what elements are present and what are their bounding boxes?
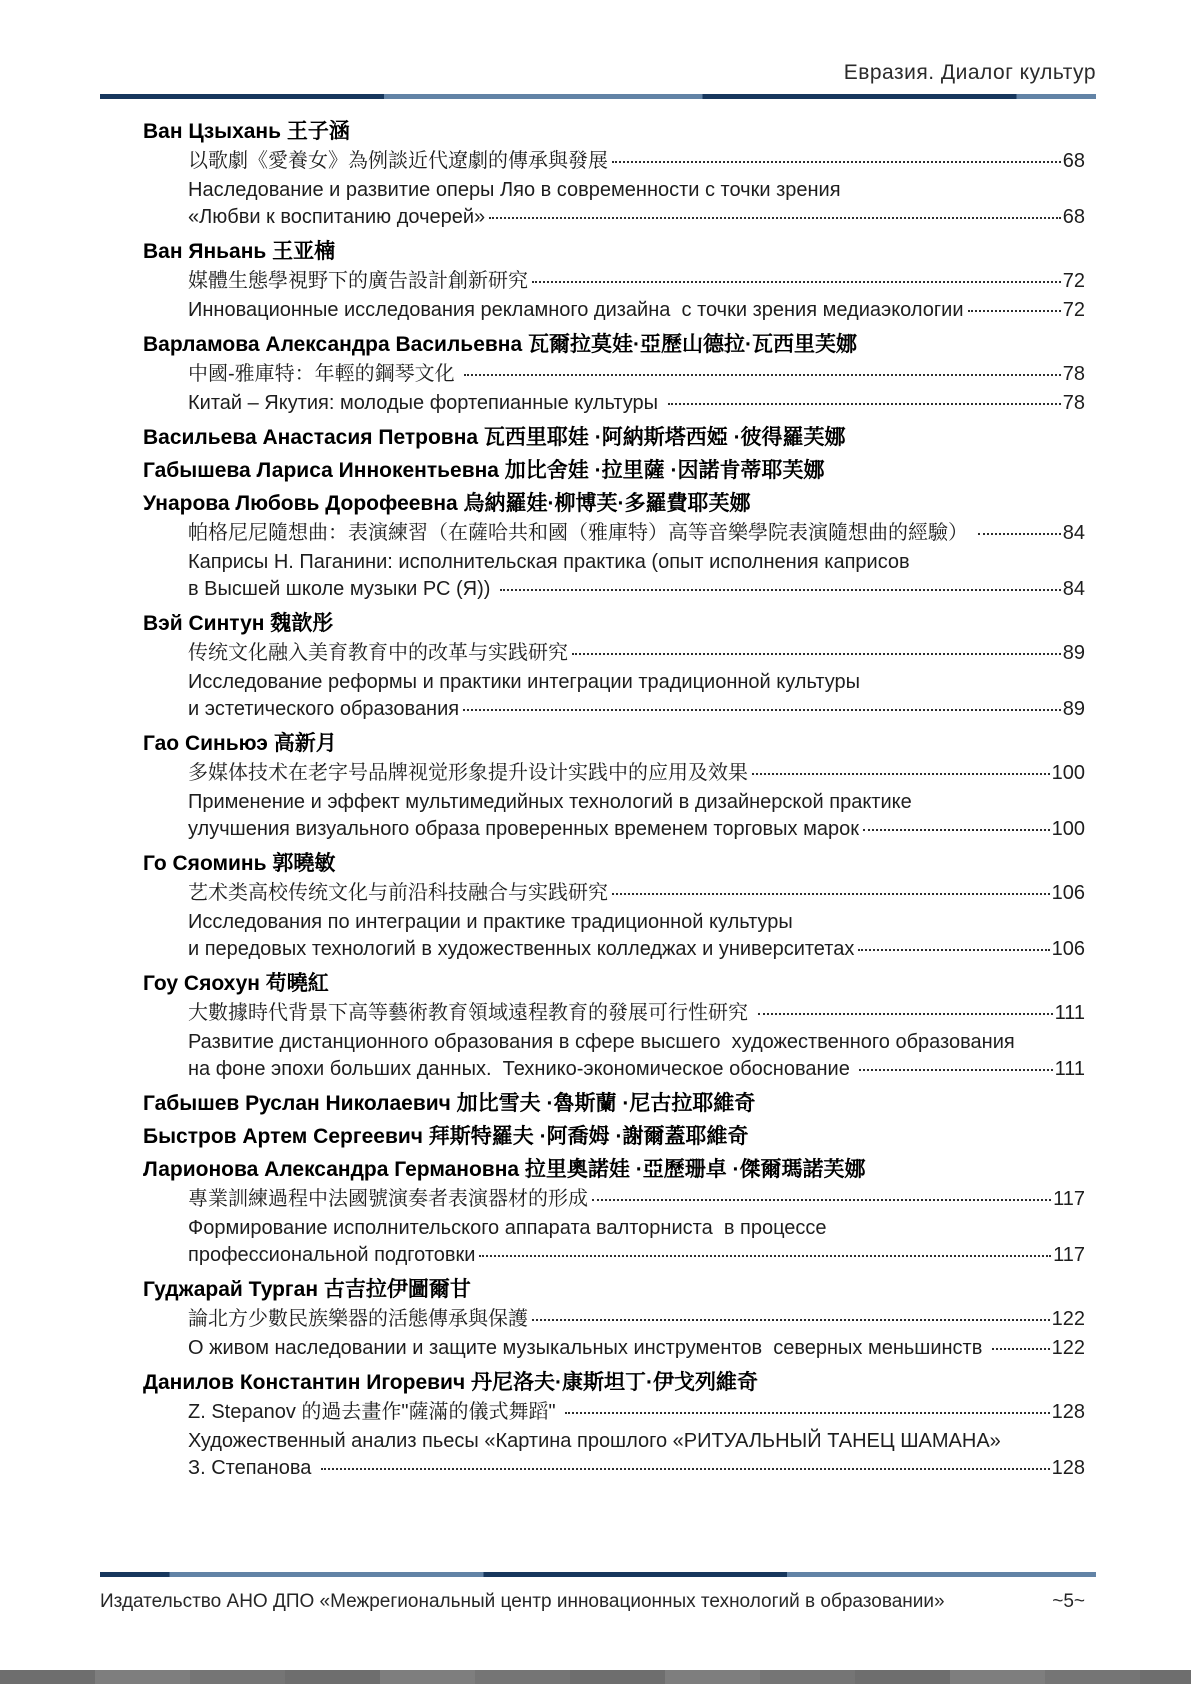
toc-author-heading: Ван Яньань 王亚楠 [143, 240, 336, 263]
toc-work-title-line: и передовых технологий в художественных колледжах и университетах [188, 938, 855, 960]
toc-work-title-line: Применение и эффект мультимедийных технологий в дизайнерской практике [188, 791, 912, 813]
toc-work-row [188, 204, 1085, 231]
toc-work [188, 177, 1085, 231]
toc-author-heading: Варламова Александра Васильевна 瓦爾拉莫娃·亞歷山德拉·瓦西里芙娜 [143, 333, 857, 356]
toc-page-number: 89 [1062, 642, 1085, 664]
toc-work-row [188, 760, 1085, 787]
dotted-leader [992, 1348, 1050, 1350]
toc-author-heading: Гуджарай Турган 古吉拉伊圖爾甘 [143, 1278, 471, 1301]
toc-work-title-line: и эстетического образования [188, 698, 460, 720]
toc-page-number: 89 [1062, 698, 1085, 720]
dotted-leader [863, 829, 1050, 831]
toc-author-heading: Габышев Руслан Николаевич 加比雪夫 ·魯斯蘭 ·尼古拉耶維奇 [143, 1092, 756, 1115]
toc-work-title-line: на фоне эпохи больших данных. Технико-экономическое обоснование [188, 1058, 856, 1080]
toc-page-number: 122 [1051, 1308, 1085, 1330]
toc-work-title-line: 論北方少數民族樂器的活態傳承與保護 [188, 1308, 528, 1330]
toc-work-title-line: «Любви к воспитанию дочерей» [188, 206, 486, 228]
scan-edge-strip [0, 1670, 1191, 1684]
toc-page-number: 128 [1051, 1457, 1085, 1479]
toc-work [188, 297, 1085, 324]
toc-page-number: 117 [1053, 1244, 1085, 1266]
toc-work [188, 1335, 1085, 1362]
toc-work-title-line: 以歌劇《愛養女》為例談近代遼劇的傳承與發展 [188, 150, 608, 172]
toc-work-row [188, 297, 1085, 324]
toc-work-title-line: 艺术类高校传统文化与前沿科技融合与实践研究 [188, 882, 608, 904]
toc-work-title-line: З. Степанова [188, 1457, 317, 1479]
toc-author-heading: Вэй Синтун 魏歆彤 [143, 612, 334, 635]
toc-work-title-line: профессиональной подготовки [188, 1244, 476, 1266]
toc-work-row [188, 1186, 1085, 1213]
dotted-leader [968, 310, 1061, 312]
toc-work-title-line: Художественный анализ пьесы «Картина прошлого «РИТУАЛЬНЫЙ ТАНЕЦ ШАМАНА» [188, 1430, 1001, 1452]
toc-work [188, 909, 1085, 963]
toc-work-row [188, 520, 1085, 547]
footer-row [100, 1591, 1096, 1613]
page-number-marker: ~5~ [1052, 1591, 1085, 1612]
toc-work-row [188, 1455, 1085, 1482]
toc-work-row [188, 1056, 1085, 1083]
toc-page-number: 68 [1062, 206, 1085, 228]
toc-work [188, 1029, 1085, 1083]
toc-page-number: 122 [1051, 1337, 1085, 1359]
toc-page-number: 100 [1051, 818, 1085, 840]
toc-work [188, 760, 1085, 787]
table-of-contents [0, 99, 1191, 1482]
toc-work-row [188, 1335, 1085, 1362]
toc-work-title-line: О живом наследовании и защите музыкальных инструментов северных меньшинств [188, 1337, 988, 1359]
toc-work-title-line: 媒體生態學視野下的廣告設計創新研究 [188, 270, 528, 292]
toc-work-row [188, 1306, 1085, 1333]
toc-work [188, 1215, 1085, 1269]
dotted-leader [858, 949, 1049, 951]
toc-author-heading: Данилов Константин Игоревич 丹尼洛夫·康斯坦丁·伊戈列維奇 [143, 1371, 758, 1394]
toc-page-number: 78 [1062, 363, 1085, 385]
toc-work [188, 148, 1085, 175]
toc-work-title-line: Z. Stepanov 的過去畫作"薩滿的儀式舞蹈" [188, 1401, 562, 1423]
toc-work-title-line: 大數據時代背景下高等藝術教育領域遠程教育的發展可行性研究 [188, 1002, 754, 1024]
toc-work [188, 1000, 1085, 1027]
toc-page-number: 68 [1062, 150, 1085, 172]
dotted-leader [532, 281, 1061, 283]
toc-author-heading: Быстров Артем Сергеевич 拜斯特羅夫 ·阿喬姆 ·謝爾蓋耶維奇 [143, 1125, 749, 1148]
toc-work-row [188, 361, 1085, 388]
toc-author-heading: Васильева Анастасия Петровна 瓦西里耶娃 ·阿納斯塔西婭 ·彼得羅芙娜 [143, 426, 846, 449]
toc-work-title-line: Формирование исполнительского аппарата валторниста в процессе [188, 1217, 827, 1239]
toc-work-title-line: Исследование реформы и практики интеграции традиционной культуры [188, 671, 860, 693]
toc-work-title-line: Исследования по интеграции и практике традиционной культуры [188, 911, 793, 933]
toc-work-row [188, 640, 1085, 667]
running-title: Евразия. Диалог культур [843, 61, 1096, 84]
toc-work [188, 390, 1085, 417]
dotted-leader [532, 1319, 1050, 1321]
toc-work [188, 268, 1085, 295]
toc-author-heading: Унарова Любовь Дорофеевна 烏納羅娃·柳博芙·多羅費耶芙娜 [143, 492, 751, 515]
toc-work-title-line: в Высшей школе музыки РС (Я)) [188, 578, 496, 600]
toc-author-heading: Габышева Лариса Иннокентьевна 加比舍娃 ·拉里薩 ·因諾肯蒂耶芙娜 [143, 459, 825, 482]
toc-work [188, 1306, 1085, 1333]
toc-work [188, 1186, 1085, 1213]
toc-work-row [188, 696, 1085, 723]
toc-page-number: 111 [1054, 1058, 1085, 1080]
toc-author-heading: Гао Синьюэ 高新月 [143, 732, 337, 755]
toc-work [188, 669, 1085, 723]
toc-work-row [188, 1242, 1085, 1269]
dotted-leader [464, 374, 1061, 376]
dotted-leader [572, 653, 1061, 655]
toc-work [188, 1399, 1085, 1426]
toc-work-row [188, 1000, 1085, 1027]
dotted-leader [500, 589, 1061, 591]
toc-work [188, 789, 1085, 843]
toc-work-row [188, 816, 1085, 843]
toc-work [188, 880, 1085, 907]
toc-author-heading: Гоу Сяохун 苟曉紅 [143, 972, 329, 995]
toc-work [188, 361, 1085, 388]
footer-rule [100, 1572, 1096, 1577]
dotted-leader [612, 161, 1061, 163]
toc-page-number: 100 [1051, 762, 1085, 784]
page-footer [100, 1572, 1096, 1613]
toc-page-number: 72 [1062, 270, 1085, 292]
toc-work-title-line: Наследование и развитие оперы Ляо в современности с точки зрения [188, 179, 841, 201]
dotted-leader [463, 709, 1061, 711]
toc-work [188, 520, 1085, 547]
toc-page-number: 128 [1051, 1401, 1085, 1423]
toc-author-heading: Ларионова Александра Германовна 拉里奧諾娃 ·亞歷珊卓 ·傑爾瑪諾芙娜 [143, 1158, 866, 1181]
toc-work [188, 640, 1085, 667]
publisher-imprint: Издательство АНО ДПО «Межрегиональный центр инновационных технологий в образовании» [100, 1591, 945, 1612]
toc-work-title-line: улучшения визуального образа проверенных временем торговых марок [188, 818, 859, 840]
dotted-leader [758, 1013, 1053, 1015]
toc-work-title-line: 中國-雅庫特：年輕的鋼琴文化 [188, 363, 461, 385]
toc-work-title-line: Каприсы Н. Паганини: исполнительская практика (опыт исполнения каприсов [188, 551, 910, 573]
toc-work-row [188, 880, 1085, 907]
toc-page-number: 111 [1054, 1002, 1085, 1024]
toc-work-title-line: Развитие дистанционного образования в сфере высшего художественного образования [188, 1031, 1015, 1053]
toc-work-row [188, 576, 1085, 603]
toc-work-row [188, 390, 1085, 417]
toc-work-title-line: 多媒体技术在老字号品牌视觉形象提升设计实践中的应用及效果 [188, 762, 748, 784]
toc-page-number: 84 [1062, 578, 1085, 600]
page-header [0, 0, 1191, 99]
dotted-leader [592, 1199, 1051, 1201]
toc-page-number: 72 [1062, 299, 1085, 321]
toc-page-number: 106 [1051, 938, 1085, 960]
dotted-leader [859, 1069, 1052, 1071]
toc-work-row [188, 148, 1085, 175]
dotted-leader [978, 533, 1061, 535]
dotted-leader [489, 217, 1061, 219]
toc-page-number: 117 [1053, 1188, 1085, 1210]
dotted-leader [565, 1412, 1049, 1414]
toc-page-number: 78 [1062, 392, 1085, 414]
toc-work-title-line: Инновационные исследования рекламного дизайна с точки зрения медиаэкологии [188, 299, 964, 321]
dotted-leader [668, 403, 1061, 405]
toc-page-number: 106 [1051, 882, 1085, 904]
toc-work-title-line: Китай – Якутия: молодые фортепианные культуры [188, 392, 664, 414]
dotted-leader [612, 893, 1050, 895]
toc-work-row [188, 1399, 1085, 1426]
toc-author-heading: Ван Цзыхань 王子涵 [143, 120, 350, 143]
toc-work-row [188, 936, 1085, 963]
dotted-leader [321, 1468, 1050, 1470]
toc-author-heading: Го Сяоминь 郭曉敏 [143, 852, 336, 875]
toc-work-row [188, 268, 1085, 295]
toc-work-title-line: 传统文化融入美育教育中的改革与实践研究 [188, 642, 568, 664]
toc-work [188, 549, 1085, 603]
dotted-leader [752, 773, 1050, 775]
toc-work-title-line: 帕格尼尼隨想曲：表演練習（在薩哈共和國（雅庫特）高等音樂學院表演隨想曲的經驗） [188, 522, 974, 544]
toc-work-title-line: 專業訓練過程中法國號演奏者表演器材的形成 [188, 1188, 588, 1210]
toc-work [188, 1428, 1085, 1482]
toc-page-number: 84 [1062, 522, 1085, 544]
dotted-leader [479, 1255, 1051, 1257]
